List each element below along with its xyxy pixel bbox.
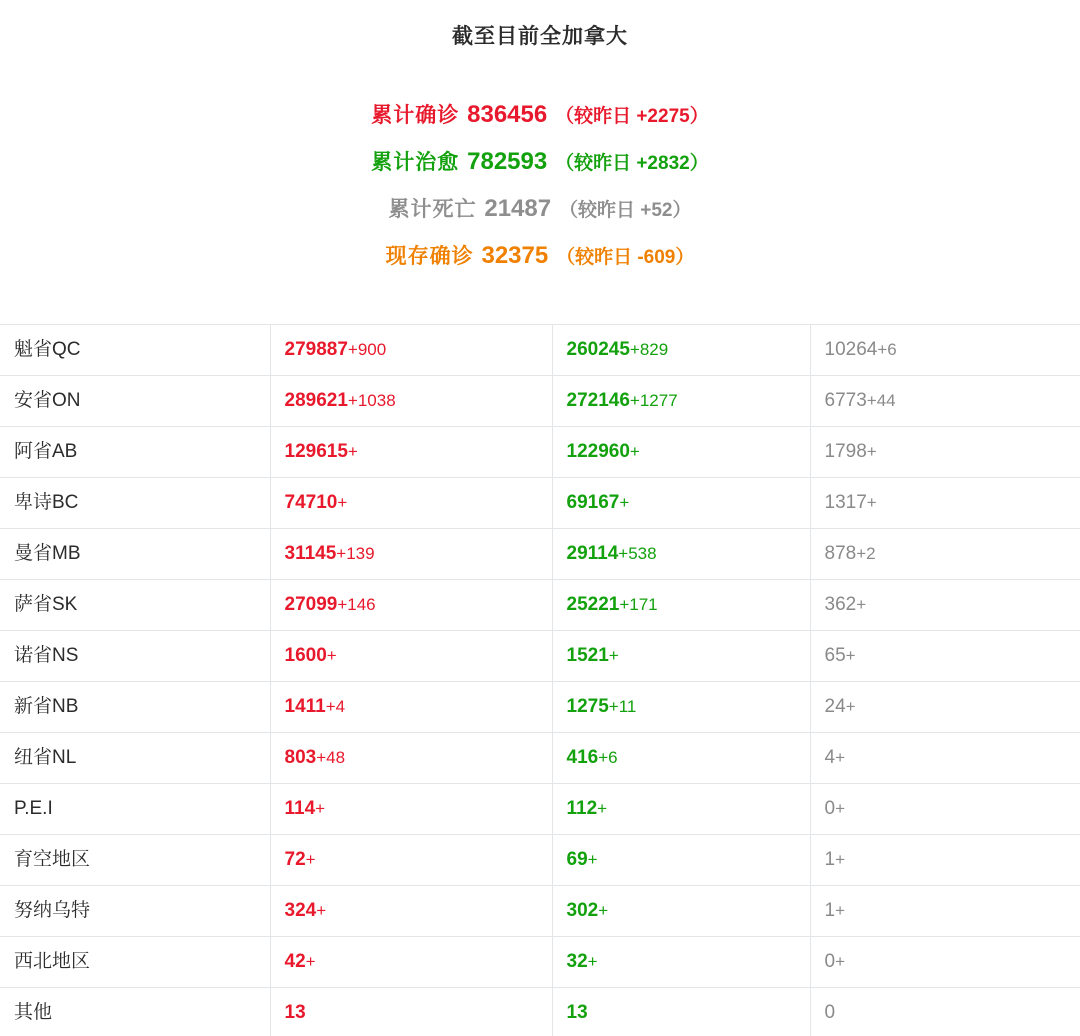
- table-row: [0, 682, 1080, 733]
- summary-line-confirmed: [0, 92, 1080, 139]
- cell-recovered: [552, 988, 810, 1036]
- table-row: [0, 835, 1080, 886]
- cell-deaths: [810, 325, 1080, 376]
- summary-line-recovered: [0, 139, 1080, 186]
- cell-deaths-value: 4: [824, 747, 836, 768]
- cell-region: 西北地区: [0, 937, 270, 988]
- cell-deaths-delta: +: [845, 646, 856, 665]
- cell-recovered-value: 122960: [566, 441, 630, 462]
- cell-region: 安省ON: [0, 376, 270, 427]
- cell-recovered-delta: +: [629, 442, 640, 461]
- summary-delta-recovered: （较昨日 +2832）: [555, 153, 709, 174]
- cell-recovered-delta: +: [608, 646, 619, 665]
- cell-confirmed: [270, 580, 552, 631]
- cell-deaths: [810, 835, 1080, 886]
- cell-confirmed-delta: +4: [325, 697, 346, 716]
- cell-deaths-value: 0: [824, 1002, 836, 1023]
- cell-deaths-value: 0: [824, 798, 836, 819]
- cell-recovered: [552, 835, 810, 886]
- cell-confirmed-delta: +: [337, 493, 348, 512]
- cell-region: 育空地区: [0, 835, 270, 886]
- summary-line-deaths: [0, 186, 1080, 233]
- cell-deaths: [810, 988, 1080, 1036]
- summary-value-confirmed: 836456: [467, 101, 548, 128]
- cell-deaths-value: 65: [824, 645, 846, 666]
- cell-confirmed-value: 803: [284, 747, 317, 768]
- table-row: [0, 325, 1080, 376]
- cell-deaths-delta: +: [835, 748, 846, 767]
- cell-confirmed-delta: +: [347, 442, 358, 461]
- cell-deaths: [810, 682, 1080, 733]
- cell-recovered-delta: +: [598, 901, 609, 920]
- cell-deaths-value: 1317: [824, 492, 867, 513]
- cell-confirmed: [270, 784, 552, 835]
- cell-recovered: [552, 937, 810, 988]
- cell-deaths: [810, 886, 1080, 937]
- cell-confirmed: [270, 733, 552, 784]
- table-row: [0, 427, 1080, 478]
- cell-deaths-delta: +: [845, 697, 856, 716]
- cell-deaths: [810, 784, 1080, 835]
- cell-recovered-value: 1275: [566, 696, 609, 717]
- cell-region: 努纳乌特: [0, 886, 270, 937]
- cell-region: 阿省AB: [0, 427, 270, 478]
- table-row: [0, 784, 1080, 835]
- cell-deaths: [810, 580, 1080, 631]
- cell-recovered-value: 112: [566, 798, 598, 819]
- cell-region: 卑诗BC: [0, 478, 270, 529]
- cell-deaths-value: 6773: [824, 390, 867, 411]
- cell-recovered: [552, 682, 810, 733]
- table-row: [0, 376, 1080, 427]
- cell-confirmed-value: 13: [284, 1002, 306, 1023]
- cell-confirmed-delta: +: [326, 646, 337, 665]
- cell-confirmed: [270, 988, 552, 1036]
- table-row: [0, 886, 1080, 937]
- cell-recovered: [552, 631, 810, 682]
- cell-deaths-value: 1: [824, 849, 836, 870]
- cell-recovered: [552, 427, 810, 478]
- cell-region: 其他: [0, 988, 270, 1036]
- cell-confirmed-delta: +900: [347, 340, 387, 359]
- cell-recovered: [552, 529, 810, 580]
- cell-confirmed-delta: +: [316, 901, 327, 920]
- cell-confirmed-delta: +: [305, 952, 316, 971]
- cell-confirmed-value: 31145: [284, 543, 337, 564]
- cell-recovered-value: 416: [566, 747, 599, 768]
- cell-deaths-delta: +2: [856, 544, 876, 563]
- cell-confirmed-value: 72: [284, 849, 306, 870]
- cell-deaths-delta: +: [866, 493, 877, 512]
- summary-label-deaths: 累计死亡: [388, 198, 477, 221]
- cell-region: 纽省NL: [0, 733, 270, 784]
- table-row: [0, 631, 1080, 682]
- cell-confirmed-delta: +: [315, 799, 326, 818]
- cell-recovered-value: 32: [566, 951, 588, 972]
- cell-confirmed: [270, 478, 552, 529]
- cell-confirmed-delta: +: [305, 850, 316, 869]
- cell-region: 诺省NS: [0, 631, 270, 682]
- cell-recovered-delta: +1277: [629, 391, 678, 410]
- cell-recovered-delta: +11: [608, 697, 637, 716]
- cell-deaths-delta: +: [856, 595, 867, 614]
- cell-deaths-value: 10264: [824, 339, 878, 360]
- cell-confirmed-value: 324: [284, 900, 317, 921]
- cell-recovered-delta: +: [619, 493, 630, 512]
- cell-confirmed-value: 289621: [284, 390, 348, 411]
- summary-value-recovered: 782593: [467, 148, 548, 175]
- cell-recovered-value: 302: [566, 900, 599, 921]
- page-title: 截至目前全加拿大: [452, 25, 628, 48]
- cell-recovered-delta: +538: [618, 544, 657, 563]
- cell-confirmed-value: 279887: [284, 339, 348, 360]
- cell-deaths: [810, 529, 1080, 580]
- cell-recovered-value: 69167: [566, 492, 620, 513]
- cell-deaths: [810, 376, 1080, 427]
- cell-recovered: [552, 886, 810, 937]
- cell-confirmed: [270, 427, 552, 478]
- table-row: [0, 733, 1080, 784]
- cell-confirmed: [270, 529, 552, 580]
- cell-deaths-value: 24: [824, 696, 846, 717]
- cell-confirmed: [270, 682, 552, 733]
- cell-deaths: [810, 733, 1080, 784]
- cell-confirmed: [270, 376, 552, 427]
- summary-value-deaths: 21487: [484, 195, 552, 222]
- cell-recovered-delta: +829: [629, 340, 669, 359]
- cell-deaths: [810, 478, 1080, 529]
- cell-confirmed-value: 42: [284, 951, 306, 972]
- table-row: [0, 580, 1080, 631]
- cell-recovered-delta: +: [587, 850, 598, 869]
- cell-recovered-delta: +: [597, 799, 608, 818]
- cell-recovered-delta: +: [587, 952, 598, 971]
- cell-confirmed: [270, 835, 552, 886]
- cell-confirmed-delta: +48: [316, 748, 346, 767]
- cell-recovered-value: 13: [566, 1002, 588, 1023]
- summary-delta-active: （较昨日 -609）: [556, 247, 695, 268]
- cell-recovered: [552, 784, 810, 835]
- cell-confirmed-value: 74710: [284, 492, 338, 513]
- table-row: [0, 478, 1080, 529]
- summary-label-recovered: 累计治愈: [371, 151, 460, 174]
- summary-line-active: [0, 233, 1080, 280]
- table-row: [0, 529, 1080, 580]
- cell-deaths-delta: +6: [877, 340, 897, 359]
- table-row: [0, 937, 1080, 988]
- summary-delta-confirmed: （较昨日 +2275）: [555, 106, 709, 127]
- cell-confirmed-delta: +146: [337, 595, 376, 614]
- cell-region: P.E.I: [0, 784, 270, 835]
- summary-value-active: 32375: [481, 242, 549, 269]
- cell-region: 魁省QC: [0, 325, 270, 376]
- table-row: [0, 988, 1080, 1036]
- cell-recovered-value: 272146: [566, 390, 630, 411]
- cell-deaths-value: 1798: [824, 441, 867, 462]
- cell-recovered-value: 69: [566, 849, 588, 870]
- summary-label-active: 现存确诊: [385, 245, 474, 268]
- cell-confirmed-delta: +139: [336, 544, 375, 563]
- cell-deaths-delta: +: [835, 799, 846, 818]
- cell-confirmed-value: 129615: [284, 441, 348, 462]
- summary-block: [0, 92, 1080, 280]
- cell-deaths-value: 1: [824, 900, 836, 921]
- cell-deaths-delta: +: [835, 850, 846, 869]
- cell-deaths: [810, 937, 1080, 988]
- cell-recovered-value: 29114: [566, 543, 619, 564]
- cell-confirmed: [270, 325, 552, 376]
- summary-label-confirmed: 累计确诊: [371, 104, 460, 127]
- cell-deaths-delta: +: [835, 901, 846, 920]
- cell-deaths-delta: +: [835, 952, 846, 971]
- cell-recovered-delta: +171: [619, 595, 658, 614]
- cell-recovered: [552, 325, 810, 376]
- provincial-stats-table-wrap: [0, 324, 1080, 1036]
- cell-deaths-value: 878: [824, 543, 857, 564]
- provincial-stats-table: [0, 324, 1080, 1036]
- cell-deaths: [810, 427, 1080, 478]
- cell-recovered: [552, 478, 810, 529]
- cell-recovered-value: 1521: [566, 645, 609, 666]
- cell-confirmed-delta: +1038: [347, 391, 396, 410]
- cell-recovered: [552, 580, 810, 631]
- cell-deaths: [810, 631, 1080, 682]
- cell-recovered-value: 25221: [566, 594, 620, 615]
- cell-confirmed-value: 1411: [284, 696, 326, 717]
- cell-region: 曼省MB: [0, 529, 270, 580]
- cell-confirmed-value: 27099: [284, 594, 338, 615]
- cell-confirmed-value: 114: [284, 798, 316, 819]
- cell-recovered-delta: +6: [598, 748, 618, 767]
- cell-deaths-delta: +: [866, 442, 877, 461]
- cell-confirmed-value: 1600: [284, 645, 327, 666]
- cell-confirmed: [270, 886, 552, 937]
- cell-confirmed: [270, 631, 552, 682]
- cell-deaths-delta: +44: [866, 391, 896, 410]
- cell-confirmed: [270, 937, 552, 988]
- cell-recovered-value: 260245: [566, 339, 630, 360]
- cell-recovered: [552, 376, 810, 427]
- cell-deaths-value: 362: [824, 594, 857, 615]
- cell-recovered: [552, 733, 810, 784]
- cell-region: 新省NB: [0, 682, 270, 733]
- summary-delta-deaths: （较昨日 +52）: [558, 200, 692, 221]
- cell-region: 萨省SK: [0, 580, 270, 631]
- cell-deaths-value: 0: [824, 951, 836, 972]
